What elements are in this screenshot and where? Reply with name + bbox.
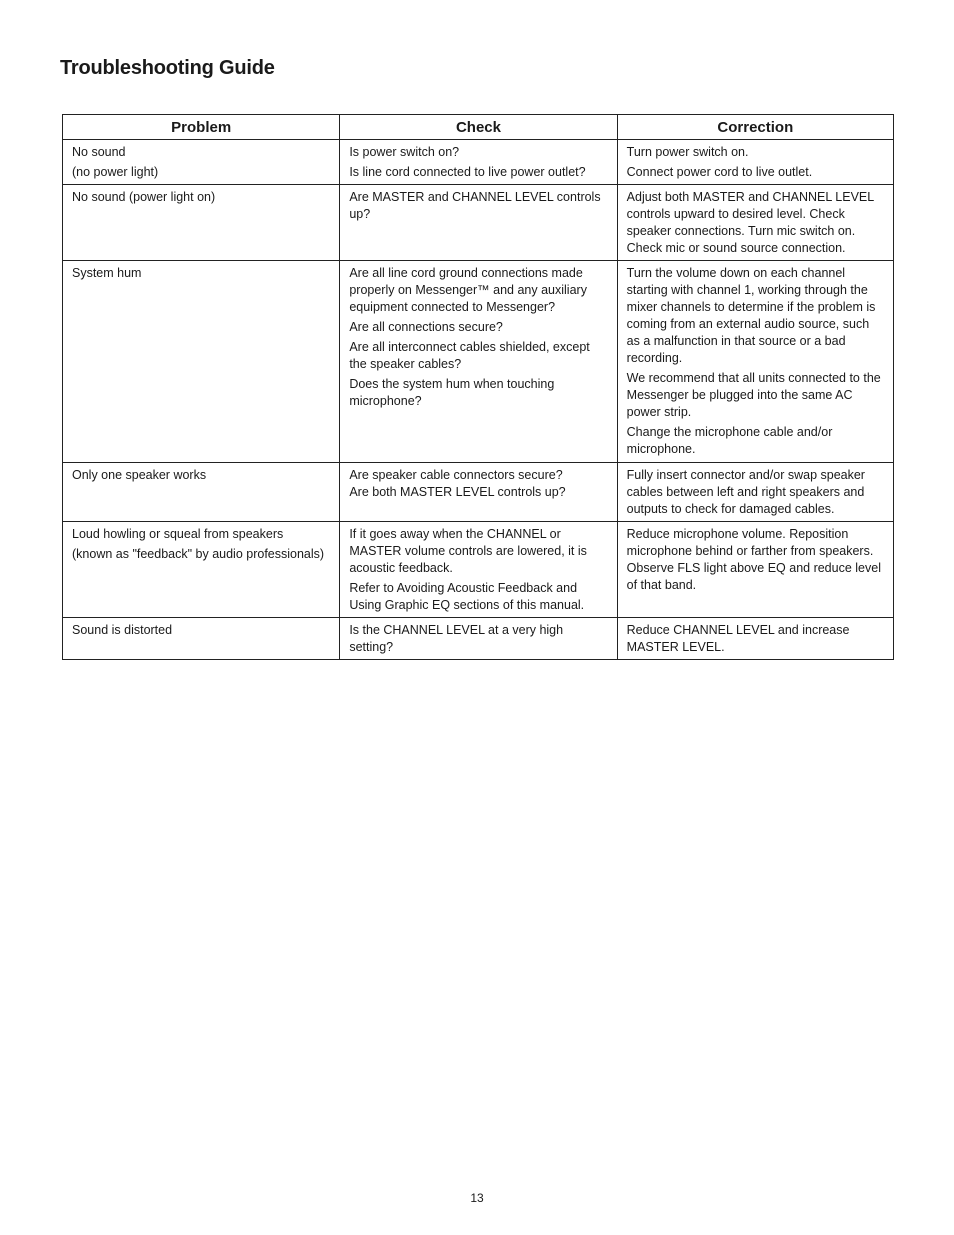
table-row xyxy=(63,140,894,185)
problem-text: No sound xyxy=(72,145,126,159)
problem-cell xyxy=(63,618,340,660)
correction-cell xyxy=(617,618,893,660)
correction-text: Fully insert connector and/or swap speaker cables between left and right speakers and outputs to check for damaged cables. xyxy=(626,468,865,516)
check-text: If it goes away when the CHANNEL or MASTER volume controls are lowered, it is acoustic feedback. xyxy=(349,527,587,575)
correction-text: Reduce microphone volume. Reposition microphone behind or farther from speakers. Observe FLS light above EQ and reduce level of that band. xyxy=(626,527,881,592)
problem-text: Sound is distorted xyxy=(72,623,173,637)
problem-text: (no power light) xyxy=(72,165,159,179)
correction-text: Connect power cord to live outlet. xyxy=(626,165,813,179)
check-text: Does the system hum when touching microphone? xyxy=(349,377,555,408)
check-text: Are MASTER and CHANNEL LEVEL controls up? xyxy=(349,190,601,221)
correction-cell xyxy=(617,185,893,261)
page-number: 13 xyxy=(470,1191,484,1205)
check-text: Are all interconnect cables shielded, except the speaker cables? xyxy=(349,340,590,371)
check-text: Is the CHANNEL LEVEL at a very high setting? xyxy=(349,623,564,654)
check-text: Are both MASTER LEVEL controls up? xyxy=(349,485,566,499)
check-text: Is line cord connected to live power outlet? xyxy=(349,165,586,179)
problem-text: (known as "feedback" by audio professionals) xyxy=(72,547,325,561)
table-row xyxy=(63,185,894,261)
header-correction: Correction xyxy=(617,115,893,140)
problem-text: Loud howling or squeal from speakers xyxy=(72,527,284,541)
check-text: Is power switch on? xyxy=(349,145,460,159)
problem-text: No sound (power light on) xyxy=(72,190,216,204)
troubleshooting-table xyxy=(62,114,894,660)
problem-cell xyxy=(63,185,340,261)
problem-text: Only one speaker works xyxy=(72,468,207,482)
correction-text: Adjust both MASTER and CHANNEL LEVEL controls upward to desired level. Check speaker connections. Turn mic switch on. Check mic or sound source connection. xyxy=(626,190,874,255)
table-header-row xyxy=(63,115,894,140)
table-row xyxy=(63,261,894,463)
table-row xyxy=(63,522,894,618)
table-row xyxy=(63,618,894,660)
table-row xyxy=(63,463,894,522)
check-text: Are all line cord ground connections made properly on Messenger™ and any auxiliary equipment connected to Messenger? xyxy=(349,266,587,314)
correction-cell xyxy=(617,522,893,618)
correction-cell xyxy=(617,261,893,463)
correction-text: Change the microphone cable and/or microphone. xyxy=(626,425,833,456)
header-problem: Problem xyxy=(63,115,340,140)
problem-cell xyxy=(63,463,340,522)
page-title: Troubleshooting Guide xyxy=(60,57,275,79)
check-text: Are speaker cable connectors secure? xyxy=(349,468,563,482)
problem-cell xyxy=(63,261,340,463)
check-cell xyxy=(340,185,617,261)
check-text: Refer to Avoiding Acoustic Feedback and Using Graphic EQ sections of this manual. xyxy=(349,581,585,612)
problem-cell xyxy=(63,522,340,618)
check-cell xyxy=(340,522,617,618)
check-cell xyxy=(340,463,617,522)
correction-text: Turn power switch on. xyxy=(626,145,749,159)
header-check: Check xyxy=(340,115,617,140)
check-cell xyxy=(340,140,617,185)
correction-text: Turn the volume down on each channel starting with channel 1, working through the mixer channels to determine if the problem is coming from an external audio source, such as a malfunction in that source or a bad recording. xyxy=(626,266,876,365)
check-text: Are all connections secure? xyxy=(349,320,503,334)
check-cell xyxy=(340,618,617,660)
correction-cell xyxy=(617,463,893,522)
problem-cell xyxy=(63,140,340,185)
problem-text: System hum xyxy=(72,266,142,280)
check-cell xyxy=(340,261,617,463)
correction-text: Reduce CHANNEL LEVEL and increase MASTER LEVEL. xyxy=(626,623,850,654)
correction-text: We recommend that all units connected to the Messenger be plugged into the same AC power strip. xyxy=(626,371,881,419)
correction-cell xyxy=(617,140,893,185)
